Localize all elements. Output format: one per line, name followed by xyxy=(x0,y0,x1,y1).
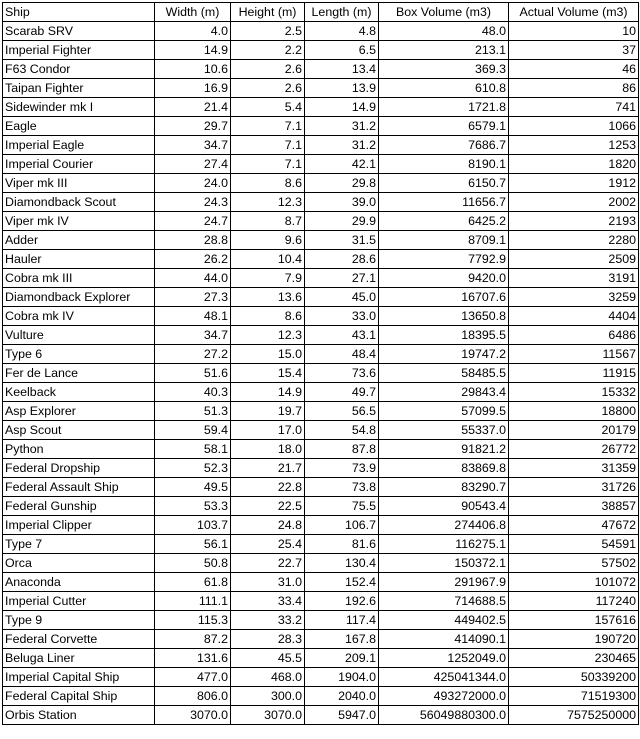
table-row xyxy=(3,611,639,630)
cell-box-volume: 7792.9 xyxy=(379,250,509,269)
cell-width: 24.7 xyxy=(155,212,231,231)
cell-box-volume: 6425.2 xyxy=(379,212,509,231)
cell-ship: Keelback xyxy=(3,383,155,402)
cell-ship: Federal Gunship xyxy=(3,497,155,516)
cell-width: 28.8 xyxy=(155,231,231,250)
cell-ship: Asp Scout xyxy=(3,421,155,440)
cell-actual-volume: 11567 xyxy=(509,345,639,364)
cell-length: 45.0 xyxy=(305,288,379,307)
cell-ship: Diamondback Explorer xyxy=(3,288,155,307)
cell-height: 33.4 xyxy=(231,592,305,611)
cell-height: 21.7 xyxy=(231,459,305,478)
cell-actual-volume: 26772 xyxy=(509,440,639,459)
cell-length: 33.0 xyxy=(305,307,379,326)
cell-actual-volume: 57502 xyxy=(509,554,639,573)
table-row xyxy=(3,687,639,706)
cell-ship: Python xyxy=(3,440,155,459)
cell-height: 8.7 xyxy=(231,212,305,231)
cell-height: 15.4 xyxy=(231,364,305,383)
ship-volume-table xyxy=(2,2,639,725)
cell-height: 22.8 xyxy=(231,478,305,497)
cell-ship: Fer de Lance xyxy=(3,364,155,383)
cell-width: 24.3 xyxy=(155,193,231,212)
cell-actual-volume: 157616 xyxy=(509,611,639,630)
cell-ship: Orca xyxy=(3,554,155,573)
cell-ship: Imperial Capital Ship xyxy=(3,668,155,687)
cell-height: 8.6 xyxy=(231,174,305,193)
cell-ship: Viper mk III xyxy=(3,174,155,193)
cell-actual-volume: 741 xyxy=(509,98,639,117)
table-row xyxy=(3,364,639,383)
cell-length: 29.8 xyxy=(305,174,379,193)
table-row xyxy=(3,459,639,478)
cell-height: 12.3 xyxy=(231,326,305,345)
cell-actual-volume: 3191 xyxy=(509,269,639,288)
table-row xyxy=(3,573,639,592)
cell-actual-volume: 190720 xyxy=(509,630,639,649)
cell-length: 117.4 xyxy=(305,611,379,630)
cell-height: 19.7 xyxy=(231,402,305,421)
table-row xyxy=(3,60,639,79)
table-row xyxy=(3,41,639,60)
cell-ship: Federal Dropship xyxy=(3,459,155,478)
cell-width: 3070.0 xyxy=(155,706,231,725)
cell-length: 13.4 xyxy=(305,60,379,79)
cell-height: 15.0 xyxy=(231,345,305,364)
cell-length: 28.6 xyxy=(305,250,379,269)
cell-length: 81.6 xyxy=(305,535,379,554)
header-row xyxy=(3,3,639,22)
cell-ship: Cobra mk IV xyxy=(3,307,155,326)
cell-height: 25.4 xyxy=(231,535,305,554)
cell-height: 7.9 xyxy=(231,269,305,288)
cell-height: 7.1 xyxy=(231,155,305,174)
cell-box-volume: 11656.7 xyxy=(379,193,509,212)
cell-width: 21.4 xyxy=(155,98,231,117)
cell-height: 2.6 xyxy=(231,60,305,79)
cell-box-volume: 9420.0 xyxy=(379,269,509,288)
cell-box-volume: 7686.7 xyxy=(379,136,509,155)
cell-ship: Federal Capital Ship xyxy=(3,687,155,706)
cell-length: 167.8 xyxy=(305,630,379,649)
cell-length: 73.8 xyxy=(305,478,379,497)
header-width: Width (m) xyxy=(155,3,231,22)
table-body xyxy=(3,22,639,725)
cell-actual-volume: 2002 xyxy=(509,193,639,212)
cell-height: 468.0 xyxy=(231,668,305,687)
cell-box-volume: 6579.1 xyxy=(379,117,509,136)
cell-ship: Orbis Station xyxy=(3,706,155,725)
cell-width: 16.9 xyxy=(155,79,231,98)
cell-length: 192.6 xyxy=(305,592,379,611)
table-row xyxy=(3,535,639,554)
cell-box-volume: 56049880300.0 xyxy=(379,706,509,725)
cell-length: 31.5 xyxy=(305,231,379,250)
cell-box-volume: 48.0 xyxy=(379,22,509,41)
cell-ship: Adder xyxy=(3,231,155,250)
cell-height: 300.0 xyxy=(231,687,305,706)
cell-width: 103.7 xyxy=(155,516,231,535)
cell-length: 39.0 xyxy=(305,193,379,212)
cell-length: 152.4 xyxy=(305,573,379,592)
cell-box-volume: 8709.1 xyxy=(379,231,509,250)
header-height: Height (m) xyxy=(231,3,305,22)
cell-box-volume: 274406.8 xyxy=(379,516,509,535)
cell-width: 34.7 xyxy=(155,326,231,345)
cell-length: 106.7 xyxy=(305,516,379,535)
cell-box-volume: 610.8 xyxy=(379,79,509,98)
cell-box-volume: 19747.2 xyxy=(379,345,509,364)
cell-length: 49.7 xyxy=(305,383,379,402)
cell-actual-volume: 230465 xyxy=(509,649,639,668)
cell-ship: F63 Condor xyxy=(3,60,155,79)
cell-height: 9.6 xyxy=(231,231,305,250)
cell-width: 806.0 xyxy=(155,687,231,706)
cell-height: 12.3 xyxy=(231,193,305,212)
cell-height: 13.6 xyxy=(231,288,305,307)
table-row xyxy=(3,174,639,193)
cell-box-volume: 16707.6 xyxy=(379,288,509,307)
cell-height: 31.0 xyxy=(231,573,305,592)
cell-height: 17.0 xyxy=(231,421,305,440)
cell-length: 75.5 xyxy=(305,497,379,516)
cell-actual-volume: 31359 xyxy=(509,459,639,478)
table-row xyxy=(3,212,639,231)
cell-width: 4.0 xyxy=(155,22,231,41)
cell-actual-volume: 18800 xyxy=(509,402,639,421)
cell-length: 14.9 xyxy=(305,98,379,117)
cell-box-volume: 1721.8 xyxy=(379,98,509,117)
table-row xyxy=(3,307,639,326)
cell-length: 13.9 xyxy=(305,79,379,98)
cell-actual-volume: 15332 xyxy=(509,383,639,402)
cell-box-volume: 6150.7 xyxy=(379,174,509,193)
table-row xyxy=(3,383,639,402)
cell-height: 33.2 xyxy=(231,611,305,630)
cell-box-volume: 493272000.0 xyxy=(379,687,509,706)
cell-length: 4.8 xyxy=(305,22,379,41)
cell-width: 51.6 xyxy=(155,364,231,383)
cell-height: 10.4 xyxy=(231,250,305,269)
table-row xyxy=(3,269,639,288)
table-row xyxy=(3,497,639,516)
cell-height: 24.8 xyxy=(231,516,305,535)
cell-ship: Type 9 xyxy=(3,611,155,630)
cell-ship: Vulture xyxy=(3,326,155,345)
table-row xyxy=(3,231,639,250)
cell-actual-volume: 2193 xyxy=(509,212,639,231)
cell-height: 7.1 xyxy=(231,117,305,136)
cell-ship: Type 6 xyxy=(3,345,155,364)
cell-width: 34.7 xyxy=(155,136,231,155)
cell-ship: Beluga Liner xyxy=(3,649,155,668)
cell-height: 28.3 xyxy=(231,630,305,649)
cell-actual-volume: 31726 xyxy=(509,478,639,497)
cell-width: 115.3 xyxy=(155,611,231,630)
cell-width: 477.0 xyxy=(155,668,231,687)
table-row xyxy=(3,288,639,307)
cell-actual-volume: 1912 xyxy=(509,174,639,193)
cell-width: 52.3 xyxy=(155,459,231,478)
cell-ship: Imperial Eagle xyxy=(3,136,155,155)
cell-height: 14.9 xyxy=(231,383,305,402)
table-row xyxy=(3,592,639,611)
cell-length: 73.6 xyxy=(305,364,379,383)
cell-ship: Imperial Clipper xyxy=(3,516,155,535)
table-row xyxy=(3,630,639,649)
cell-ship: Type 7 xyxy=(3,535,155,554)
table-row xyxy=(3,193,639,212)
cell-width: 14.9 xyxy=(155,41,231,60)
table-row xyxy=(3,136,639,155)
cell-height: 5.4 xyxy=(231,98,305,117)
cell-height: 22.7 xyxy=(231,554,305,573)
cell-length: 73.9 xyxy=(305,459,379,478)
cell-width: 40.3 xyxy=(155,383,231,402)
table-row xyxy=(3,440,639,459)
cell-box-volume: 116275.1 xyxy=(379,535,509,554)
cell-actual-volume: 20179 xyxy=(509,421,639,440)
table-row xyxy=(3,326,639,345)
cell-ship: Sidewinder mk I xyxy=(3,98,155,117)
header-length: Length (m) xyxy=(305,3,379,22)
cell-ship: Viper mk IV xyxy=(3,212,155,231)
cell-ship: Scarab SRV xyxy=(3,22,155,41)
cell-ship: Imperial Courier xyxy=(3,155,155,174)
cell-actual-volume: 2280 xyxy=(509,231,639,250)
cell-length: 1904.0 xyxy=(305,668,379,687)
cell-height: 22.5 xyxy=(231,497,305,516)
cell-actual-volume: 7575250000 xyxy=(509,706,639,725)
cell-box-volume: 13650.8 xyxy=(379,307,509,326)
cell-box-volume: 8190.1 xyxy=(379,155,509,174)
cell-box-volume: 29843.4 xyxy=(379,383,509,402)
cell-width: 131.6 xyxy=(155,649,231,668)
cell-width: 44.0 xyxy=(155,269,231,288)
cell-height: 3070.0 xyxy=(231,706,305,725)
cell-length: 29.9 xyxy=(305,212,379,231)
table-row xyxy=(3,706,639,725)
cell-length: 87.8 xyxy=(305,440,379,459)
cell-ship: Taipan Fighter xyxy=(3,79,155,98)
cell-box-volume: 449402.5 xyxy=(379,611,509,630)
cell-actual-volume: 101072 xyxy=(509,573,639,592)
cell-ship: Federal Assault Ship xyxy=(3,478,155,497)
cell-height: 2.6 xyxy=(231,79,305,98)
table-row xyxy=(3,649,639,668)
cell-width: 27.3 xyxy=(155,288,231,307)
cell-actual-volume: 37 xyxy=(509,41,639,60)
cell-width: 56.1 xyxy=(155,535,231,554)
cell-height: 18.0 xyxy=(231,440,305,459)
cell-height: 8.6 xyxy=(231,307,305,326)
cell-length: 43.1 xyxy=(305,326,379,345)
cell-actual-volume: 3259 xyxy=(509,288,639,307)
cell-width: 59.4 xyxy=(155,421,231,440)
cell-height: 7.1 xyxy=(231,136,305,155)
cell-width: 61.8 xyxy=(155,573,231,592)
cell-ship: Diamondback Scout xyxy=(3,193,155,212)
cell-actual-volume: 117240 xyxy=(509,592,639,611)
cell-actual-volume: 71519300 xyxy=(509,687,639,706)
cell-box-volume: 90543.4 xyxy=(379,497,509,516)
cell-box-volume: 1252049.0 xyxy=(379,649,509,668)
cell-actual-volume: 2509 xyxy=(509,250,639,269)
table-row xyxy=(3,402,639,421)
table-row xyxy=(3,668,639,687)
cell-box-volume: 57099.5 xyxy=(379,402,509,421)
cell-box-volume: 291967.9 xyxy=(379,573,509,592)
header-ship: Ship xyxy=(3,3,155,22)
cell-width: 27.2 xyxy=(155,345,231,364)
cell-actual-volume: 1820 xyxy=(509,155,639,174)
cell-width: 24.0 xyxy=(155,174,231,193)
cell-length: 31.2 xyxy=(305,136,379,155)
cell-box-volume: 55337.0 xyxy=(379,421,509,440)
table-row xyxy=(3,250,639,269)
cell-width: 29.7 xyxy=(155,117,231,136)
cell-width: 53.3 xyxy=(155,497,231,516)
cell-ship: Cobra mk III xyxy=(3,269,155,288)
header-actual-volume: Actual Volume (m3) xyxy=(509,3,639,22)
cell-actual-volume: 1253 xyxy=(509,136,639,155)
cell-length: 27.1 xyxy=(305,269,379,288)
table-row xyxy=(3,155,639,174)
header-box-volume: Box Volume (m3) xyxy=(379,3,509,22)
cell-box-volume: 91821.2 xyxy=(379,440,509,459)
cell-actual-volume: 86 xyxy=(509,79,639,98)
cell-length: 54.8 xyxy=(305,421,379,440)
cell-actual-volume: 4404 xyxy=(509,307,639,326)
cell-height: 2.5 xyxy=(231,22,305,41)
cell-ship: Imperial Fighter xyxy=(3,41,155,60)
cell-length: 2040.0 xyxy=(305,687,379,706)
cell-ship: Asp Explorer xyxy=(3,402,155,421)
cell-box-volume: 414090.1 xyxy=(379,630,509,649)
cell-actual-volume: 54591 xyxy=(509,535,639,554)
cell-length: 48.4 xyxy=(305,345,379,364)
cell-height: 45.5 xyxy=(231,649,305,668)
cell-actual-volume: 6486 xyxy=(509,326,639,345)
cell-width: 87.2 xyxy=(155,630,231,649)
cell-box-volume: 425041344.0 xyxy=(379,668,509,687)
cell-width: 51.3 xyxy=(155,402,231,421)
table-row xyxy=(3,421,639,440)
cell-box-volume: 369.3 xyxy=(379,60,509,79)
cell-actual-volume: 11915 xyxy=(509,364,639,383)
cell-box-volume: 58485.5 xyxy=(379,364,509,383)
table-row xyxy=(3,79,639,98)
cell-width: 111.1 xyxy=(155,592,231,611)
table-row xyxy=(3,478,639,497)
cell-ship: Eagle xyxy=(3,117,155,136)
cell-length: 42.1 xyxy=(305,155,379,174)
cell-actual-volume: 1066 xyxy=(509,117,639,136)
cell-ship: Anaconda xyxy=(3,573,155,592)
cell-length: 6.5 xyxy=(305,41,379,60)
table-row xyxy=(3,98,639,117)
cell-width: 50.8 xyxy=(155,554,231,573)
cell-box-volume: 714688.5 xyxy=(379,592,509,611)
cell-width: 58.1 xyxy=(155,440,231,459)
cell-box-volume: 18395.5 xyxy=(379,326,509,345)
cell-length: 5947.0 xyxy=(305,706,379,725)
cell-width: 27.4 xyxy=(155,155,231,174)
table-row xyxy=(3,554,639,573)
cell-width: 10.6 xyxy=(155,60,231,79)
cell-width: 48.1 xyxy=(155,307,231,326)
cell-ship: Federal Corvette xyxy=(3,630,155,649)
cell-width: 49.5 xyxy=(155,478,231,497)
table-row xyxy=(3,345,639,364)
cell-box-volume: 83869.8 xyxy=(379,459,509,478)
cell-length: 56.5 xyxy=(305,402,379,421)
table-row xyxy=(3,22,639,41)
cell-actual-volume: 10 xyxy=(509,22,639,41)
cell-length: 209.1 xyxy=(305,649,379,668)
cell-actual-volume: 46 xyxy=(509,60,639,79)
cell-ship: Hauler xyxy=(3,250,155,269)
table-row xyxy=(3,117,639,136)
table-row xyxy=(3,516,639,535)
cell-box-volume: 150372.1 xyxy=(379,554,509,573)
cell-actual-volume: 38857 xyxy=(509,497,639,516)
cell-actual-volume: 47672 xyxy=(509,516,639,535)
cell-length: 130.4 xyxy=(305,554,379,573)
cell-height: 2.2 xyxy=(231,41,305,60)
cell-length: 31.2 xyxy=(305,117,379,136)
cell-width: 26.2 xyxy=(155,250,231,269)
cell-box-volume: 213.1 xyxy=(379,41,509,60)
cell-ship: Imperial Cutter xyxy=(3,592,155,611)
cell-actual-volume: 50339200 xyxy=(509,668,639,687)
cell-box-volume: 83290.7 xyxy=(379,478,509,497)
